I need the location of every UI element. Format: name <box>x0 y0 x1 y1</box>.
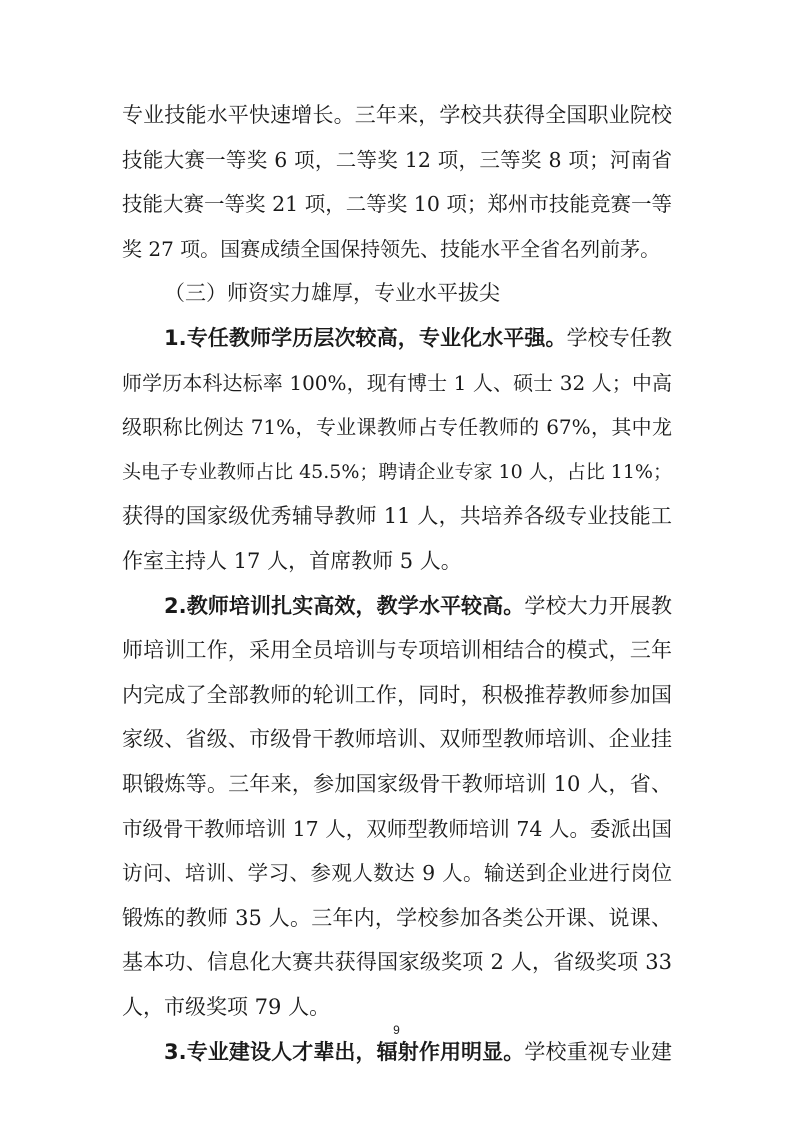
paragraph-line: 锻炼的教师 35 人。三年内，学校参加各类公开课、说课、 <box>122 906 672 930</box>
paragraph-line: 作室主持人 17 人，首席教师 5 人。 <box>122 549 462 573</box>
item-2-text: 学校大力开展教 <box>524 594 673 618</box>
paragraph-line: 内完成了全部教师的轮训工作，同时，积极推荐教师参加国 <box>122 683 672 707</box>
paragraph-line: 技能大赛一等奖 21 项，二等奖 10 项；郑州市技能竞赛一等 <box>122 192 672 216</box>
paragraph-line: 师培训工作，采用全员培训与专项培训相结合的模式，三年 <box>122 638 672 662</box>
item-3-first-line <box>164 1038 672 1066</box>
paragraph-line: 头电子专业教师占比 45.5%；聘请企业专家 10 人，占比 11%； <box>122 461 672 483</box>
page-number: 9 <box>393 1023 400 1037</box>
paragraph-line: 市级骨干教师培训 17 人，双师型教师培训 74 人。委派出国 <box>122 817 672 841</box>
item-2-title: 2.教师培训扎实高效，教学水平较高。 <box>164 594 525 618</box>
item-3-text: 学校重视专业建 <box>524 1040 673 1064</box>
paragraph-line: 专业技能水平快速增长。三年来，学校共获得全国职业院校 <box>122 103 672 127</box>
paragraph-line: 人，市级奖项 79 人。 <box>122 995 331 1019</box>
paragraph-line: 师学历本科达标率 100%，现有博士 1 人、硕士 32 人；中高 <box>122 371 672 395</box>
paragraph-line: 基本功、信息化大赛共获得国家级奖项 2 人，省级奖项 33 <box>122 950 672 974</box>
section-heading: （三）师资实力雄厚，专业水平拔尖 <box>164 281 500 305</box>
item-1-text: 学校专任教 <box>566 326 672 350</box>
paragraph-line: 获得的国家级优秀辅导教师 11 人，共培养各级专业技能工 <box>122 504 672 528</box>
paragraph-line: 家级、省级、市级骨干教师培训、双师型教师培训、企业挂 <box>122 727 672 751</box>
paragraph-line: 技能大赛一等奖 6 项，二等奖 12 项，三等奖 8 项；河南省 <box>122 148 672 172</box>
item-1-title: 1.专任教师学历层次较高，专业化水平强。 <box>164 326 567 350</box>
paragraph-line: 奖 27 项。国赛成绩全国保持领先、技能水平全省名列前茅。 <box>122 237 661 261</box>
item-2-first-line <box>164 592 672 620</box>
item-1-first-line <box>164 324 672 352</box>
paragraph-line: 级职称比例达 71%，专业课教师占专任教师的 67%，其中龙 <box>122 415 672 439</box>
paragraph-line: 访问、培训、学习、参观人数达 9 人。输送到企业进行岗位 <box>122 861 672 885</box>
item-3-title: 3.专业建设人才辈出，辐射作用明显。 <box>164 1040 525 1064</box>
paragraph-line: 职锻炼等。三年来，参加国家级骨干教师培训 10 人，省、 <box>122 772 672 796</box>
